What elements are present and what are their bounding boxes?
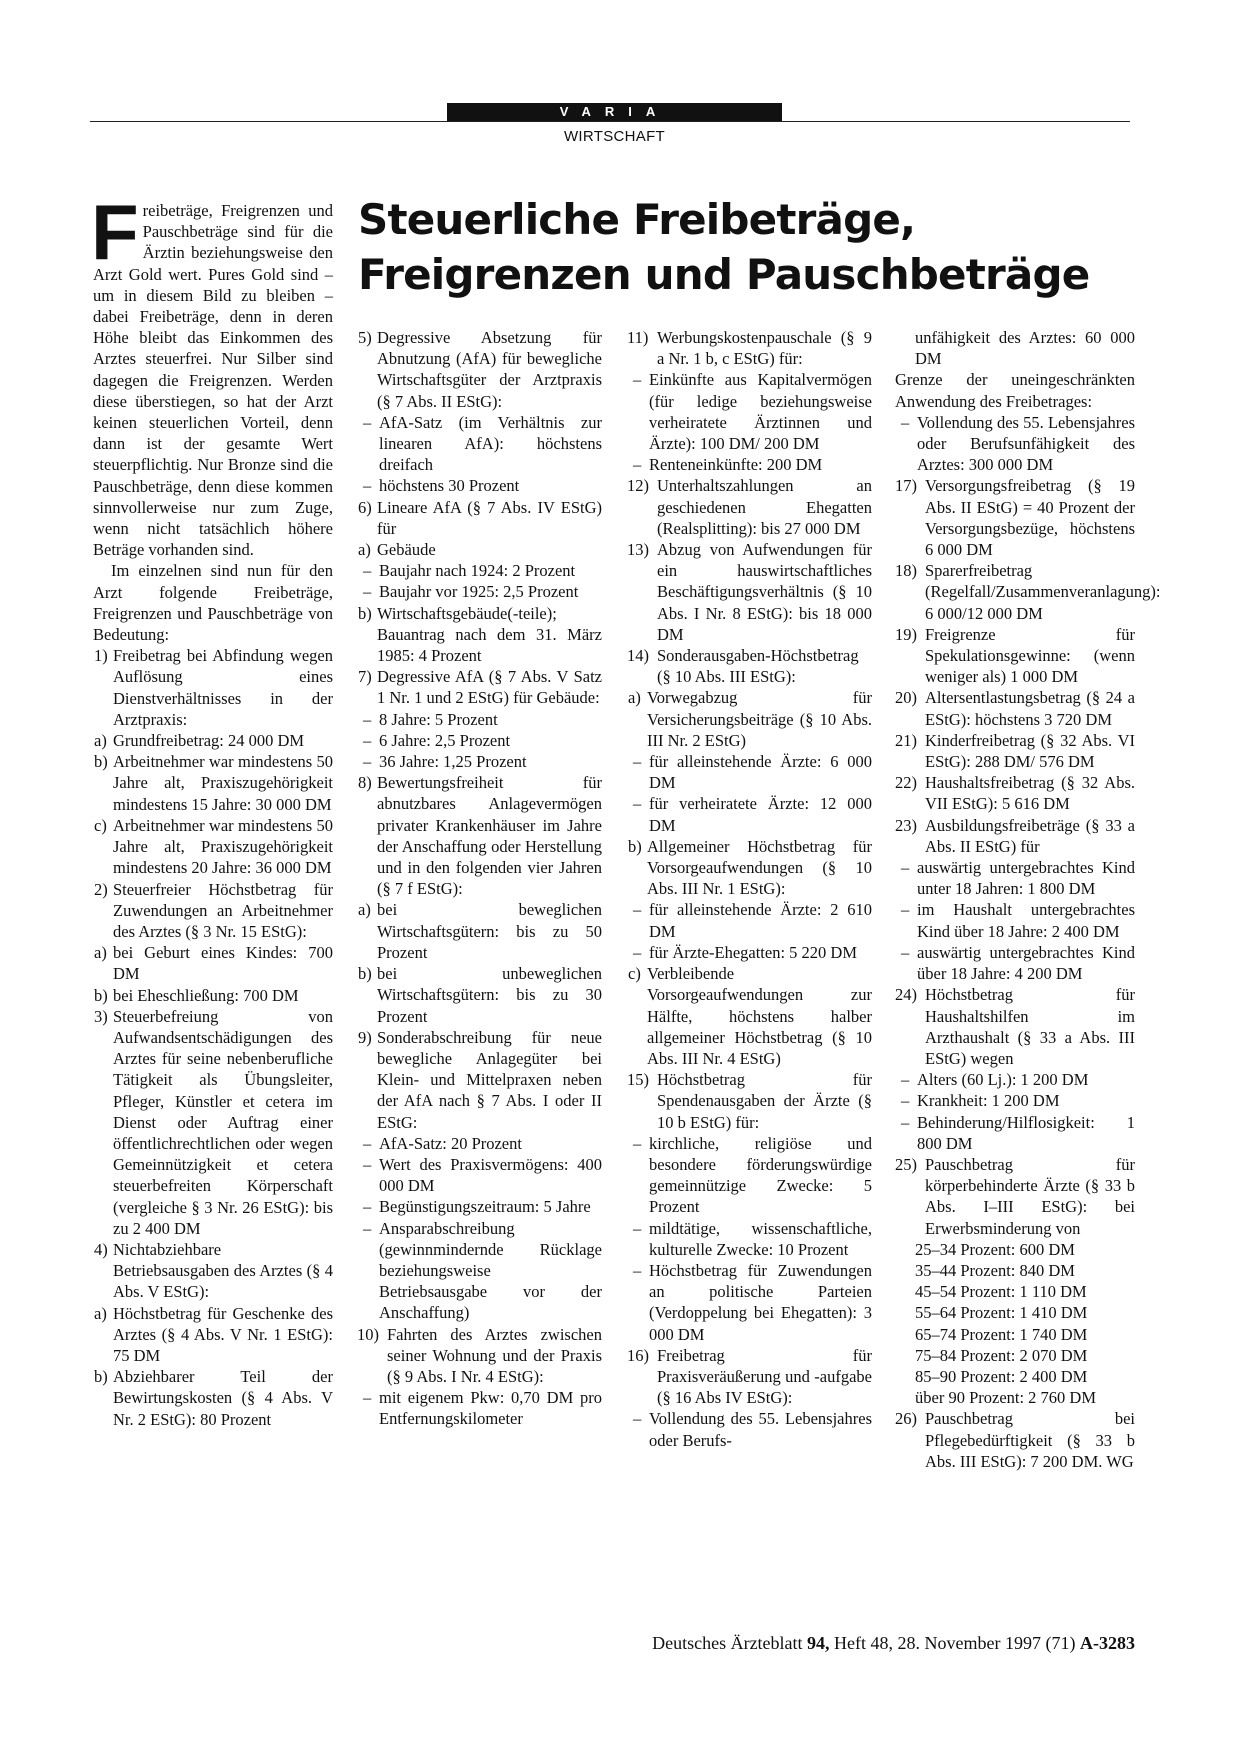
list-item-marker: – [633,455,642,475]
list-item-text: für Ärzte-Ehegatten: 5 220 DM [649,942,858,962]
list-item [895,1260,1135,1281]
list-item-text: unfähigkeit des Arztes: 60 000 DM [915,328,1135,369]
list-item-marker: a) [358,900,371,920]
list-item-text: Freigrenze für Spekulationsgewinne: (wenn weniger als) 1 000 DM [925,624,1135,687]
list-item-marker: – [363,1197,372,1217]
list-item-text: bei unbeweglichen Wirtschaftsgütern: bis zu 30 Prozent [377,964,602,1026]
list-item [895,475,1135,560]
subsection-label: WIRTSCHAFT [563,128,666,145]
list-item [895,942,1135,984]
list-item [627,1069,872,1133]
list-item-text: Lineare AfA (§ 7 Abs. IV EStG) für [377,497,602,538]
list-item [93,730,333,751]
list-item [357,1387,602,1429]
list-item [627,645,872,687]
list-item-text: für alleinstehende Ärzte: 2 610 DM [649,900,872,941]
list-item [895,1324,1135,1345]
list-item-text: bei beweglichen Wirtschaftsgütern: bis zu 50 Prozent [377,900,602,962]
list-item-text: höchstens 30 Prozent [379,476,520,496]
list-item-text: im Haushalt untergebrachtes Kind über 18 Jahre: 2 400 DM [917,900,1135,941]
list-item-marker: – [363,582,372,602]
list-item [357,1218,602,1324]
list-item-marker: – [633,370,642,390]
list-item-marker: 24) [895,985,917,1005]
list-item-text: Baujahr vor 1925: 2,5 Prozent [379,582,579,602]
list-item [895,1090,1135,1111]
list-item-marker: – [363,1218,372,1238]
list-item [627,1133,872,1218]
list-item-text: Wirtschaftsgebäude(-teile); Bauantrag nach dem 31. März 1985: 4 Prozent [377,603,602,666]
list-item-marker: 13) [627,540,649,560]
list-item [627,475,872,539]
list-item [627,539,872,645]
list-item-marker: 11) [627,328,649,347]
intro-column [91,188,333,1430]
article-title [358,192,1148,302]
list-item-marker: a) [358,540,371,560]
list-item-marker: – [633,794,642,814]
list-item-marker: – [901,858,910,878]
list-item-marker: 12) [627,476,649,496]
section-label: VARIA [447,103,782,121]
list-item [627,836,872,900]
list-item [93,645,333,730]
list-item-marker: – [901,1112,910,1132]
list-item [627,1345,872,1409]
list-item-marker: – [633,1260,642,1280]
list-item-marker: – [901,900,910,920]
page-number: A-3283 [1080,1633,1135,1653]
list-item-text: 75–84 Prozent: 2 070 DM [915,1345,1088,1365]
list-item-text: Grenze der uneingeschränkten Anwendung des Freibetrages: [895,370,1135,411]
title-line-2: Freigrenzen und Pauschbeträge [358,250,1090,299]
list-item-marker: – [363,1154,372,1174]
list-item [895,327,1135,369]
list-item [627,687,872,751]
list-item-text: Arbeitnehmer war mindestens 50 Jahre alt, Praxiszugehörigkeit mindestens 20 Jahre: 36 000 DM [113,815,333,878]
list-item-text: auswärtig untergebrachtes Kind über 18 Jahre: 4 200 DM [917,942,1135,984]
title-line-1: Steuerliche Freibeträge, [358,195,916,244]
list-item [357,1027,602,1133]
list-item [627,369,872,454]
intro-paragraph-1: reibeträge, Freigrenzen und Pauschbeträge sind für die Ärztin beziehungsweise den Arzt Gold wert. Pures Gold sind – um in diesem Bild zu bleiben – dabei Freibeträge, denn in deren Höhe bleibt das Einkommen des Arztes steuerfrei. Nur Silber sind dagegen die Freigrenzen. Werden diese überstiegen, so hat der Arzt keinen steuerlichen Vorteil, denn dann ist der gesamte Wert steuerpflichtig. Nur Bronze sind die Pauschbeträge, denn diese kommen sinnvollerweise nur zum Zuge, wenn nicht tatsächlich höhere Beträge vorhanden sind. [93,201,333,560]
list-item [895,560,1161,624]
list-item [627,899,872,941]
list-item [357,581,602,602]
list-item-marker: 1) [94,646,108,666]
list-item-marker: 9) [358,1027,372,1047]
list-item-marker: 22) [895,773,917,793]
list-item-text: 85–90 Prozent: 2 400 DM [915,1366,1088,1386]
list-item-text: Alters (60 Lj.): 1 200 DM [917,1070,1089,1090]
list-column-1 [93,645,333,1430]
list-item-marker: b) [94,752,108,772]
list-item-text: bei Eheschließung: 700 DM [113,985,299,1005]
list-item [93,942,333,984]
list-item-marker: – [901,412,910,432]
list-item-text: Verbleibende Vorsorgeaufwendungen zur Hälfte, höchstens halber allgemeiner Höchstbetrag (§ 10 Abs. III Nr. 4 EStG) [647,964,872,1068]
list-item-marker: 16) [627,1345,649,1365]
list-item [895,1366,1135,1387]
list-item-text: Degressive AfA (§ 7 Abs. V Satz 1 Nr. 1 und 2 EStG) für Gebäude: [377,667,602,708]
list-item-marker: 3) [94,1006,108,1026]
list-item [357,603,602,667]
list-item [627,751,872,793]
list-item-marker: 26) [895,1409,917,1429]
list-item-text: auswärtig untergebrachtes Kind unter 18 Jahren: 1 800 DM [917,858,1135,899]
list-item-text: Sonderabschreibung für neue bewegliche Anlagegüter bei Klein- und Mittelpraxen neben der AfA nach § 7 Abs. I oder II EStG: [377,1027,602,1132]
list-item [895,899,1135,941]
list-item [895,1387,1135,1408]
list-item-marker: 6) [358,497,372,517]
list-item-marker: b) [628,836,642,856]
list-item-marker: – [901,1070,910,1090]
list-column-2 [357,327,602,1430]
list-item [357,709,602,730]
list-item-text: Sonderausgaben-Höchstbetrag (§ 10 Abs. III EStG): [657,646,859,687]
list-item [895,1345,1135,1366]
list-item-text: über 90 Prozent: 2 760 DM [915,1388,1097,1408]
list-item [895,1069,1135,1090]
list-item-marker: – [363,1133,372,1153]
list-item [627,327,872,369]
list-item-text: mit eigenem Pkw: 0,70 DM pro Entfernungskilometer [379,1388,602,1429]
header-rule [90,121,1130,122]
list-item-text: für verheiratete Ärzte: 12 000 DM [649,794,872,835]
list-item-text: AfA-Satz (im Verhältnis zur linearen AfA): höchstens dreifach [379,412,602,475]
list-item-marker: a) [628,688,641,708]
list-item [357,327,602,412]
list-item [357,475,602,496]
list-item-marker: 2) [94,879,108,899]
list-item-marker: – [901,1091,910,1111]
list-item-text: 36 Jahre: 1,25 Prozent [379,752,527,772]
list-item-text: Pauschbetrag bei Pflegebedürftigkeit (§ 33 b Abs. III EStG): 7 200 DM. WG [925,1409,1135,1471]
list-item [93,1006,333,1239]
journal-volume: 94, [807,1633,830,1653]
list-item [895,412,1135,476]
list-item [627,454,872,475]
intro-paragraph-2: Im einzelnen sind nun für den Arzt folgende Freibeträge, Freigrenzen und Pauschbeträge von Bedeutung: [93,561,333,645]
list-item-text: Bewertungsfreiheit für abnutzbares Anlagevermögen privater Krankenhäuser im Jahre der Anschaffung oder Herstellung und in den folgenden vier Jahren (§ 7 f EStG): [377,773,602,899]
list-item-text: Freibetrag bei Abfindung wegen Auflösung eines Dienstverhältnisses in der Arztpraxis: [113,646,333,729]
list-item [627,1218,872,1260]
list-item-text: 55–64 Prozent: 1 410 DM [915,1303,1088,1323]
list-item-marker: 23) [895,815,917,835]
list-item-text: Begünstigungszeitraum: 5 Jahre [379,1197,591,1217]
list-item [895,1112,1135,1154]
list-item-text: 6 Jahre: 2,5 Prozent [379,730,511,750]
list-item-text: kirchliche, religiöse und besondere förderungswürdige gemeinnützige Zwecke: 5 Prozent [649,1133,872,1217]
list-item [895,984,1135,1069]
list-item-marker: – [633,1218,642,1238]
list-item-text: 8 Jahre: 5 Prozent [379,709,498,729]
list-item [895,687,1135,729]
list-item-text: Abzug von Aufwendungen für ein hauswirtschaftliches Beschäftigungsverhältnis (§ 10 Abs. I Nr. 8 EStG): bis 18 000 DM [657,540,872,644]
drop-cap: F [91,188,139,276]
list-item-text: Sparerfreibetrag (Regelfall/Zusammenveranlagung): 6 000/12 000 DM [925,561,1161,623]
list-column-4 [895,327,1161,1472]
list-item-text: 35–44 Prozent: 840 DM [915,1260,1075,1280]
list-item-marker: 17) [895,476,917,496]
list-item [93,1366,333,1430]
list-item-marker: 8) [358,773,372,793]
list-item-marker: b) [94,985,108,1005]
list-item [627,793,872,835]
list-item [627,1408,872,1450]
list-item-text: Wert des Praxisvermögens: 400 000 DM [379,1154,602,1196]
list-item-text: 45–54 Prozent: 1 110 DM [915,1282,1087,1302]
list-item-marker: – [363,561,372,581]
list-item [357,412,602,476]
list-item [357,497,602,539]
list-item-text: 65–74 Prozent: 1 740 DM [915,1324,1088,1344]
list-item-marker: – [901,942,910,962]
list-item [93,1239,333,1303]
list-item-marker: 15) [627,1070,649,1090]
list-item-text: für alleinstehende Ärzte: 6 000 DM [649,752,872,793]
list-item-text: Behinderung/Hilflosigkeit: 1 800 DM [917,1112,1135,1153]
list-item [895,1408,1135,1472]
list-item-marker: – [363,709,372,729]
list-item [357,1324,602,1388]
list-item-marker: 14) [627,646,649,666]
list-item-text: bei Geburt eines Kindes: 700 DM [113,943,333,984]
list-item-text: Vollendung des 55. Lebensjahres oder Berufsunfähigkeit des Arztes: 300 000 DM [917,412,1135,475]
list-item [93,815,333,879]
list-item [357,1154,602,1196]
list-item [357,899,602,963]
issue-info: Heft 48, 28. November 1997 (71) [834,1633,1076,1653]
list-item-marker: – [363,730,372,750]
list-item-text: Abziehbarer Teil der Bewirtungskosten (§ 4 Abs. V Nr. 2 EStG): 80 Prozent [113,1367,333,1429]
list-item-text: Steuerbefreiung von Aufwandsentschädigungen des Arztes für seine nebenberufliche Tätigkeit als Übungsleiter, Pfleger, Künstler et cetera im Dienst oder Auftrag einer öffentlichrechtlichen oder wegen Gemeinnützigkeit et cetera steuerbefreiten Körperschaft (vergleiche § 3 Nr. 26 EStG): bis zu 2 400 DM [113,1006,333,1238]
list-item-text: Renteneinkünfte: 200 DM [649,455,823,475]
list-item-text: Höchstbetrag für Spendenausgaben der Ärzte (§ 10 b EStG) für: [657,1070,872,1132]
list-item-text: Nichtabziehbare Betriebsausgaben des Arztes (§ 4 Abs. V EStG): [113,1239,333,1302]
list-item-marker: 18) [895,561,917,581]
journal-name: Deutsches Ärzteblatt [652,1633,803,1653]
list-item-text: Pauschbetrag für körperbehinderte Ärzte (§ 33 b Abs. I–III EStG): bei Erwerbsminderung von [925,1154,1135,1238]
list-item-text: Allgemeiner Höchstbetrag für Vorsorgeaufwendungen (§ 10 Abs. III Nr. 1 EStG): [647,836,872,899]
list-item-text: Baujahr nach 1924: 2 Prozent [379,561,576,581]
list-item-text: Gebäude [377,540,436,560]
list-item-marker: 7) [358,667,372,687]
list-item [357,1196,602,1217]
list-item [895,1302,1135,1323]
list-item-text: Fahrten des Arztes zwischen seiner Wohnung und der Praxis (§ 9 Abs. I Nr. 4 EStG): [387,1324,602,1386]
list-item [357,772,602,899]
list-item-marker: b) [358,964,372,984]
list-item-text: Ansparabschreibung (gewinnmindernde Rücklage beziehungsweise Betriebsausgabe vor der Anschaffung) [379,1218,602,1323]
list-item-text: Ausbildungsfreibeträge (§ 33 a Abs. II EStG) für [925,815,1135,856]
list-item-text: Grundfreibetrag: 24 000 DM [113,731,305,751]
list-item [895,624,1135,688]
list-item-marker: 25) [895,1154,917,1174]
list-item-text: Haushaltsfreibetrag (§ 32 Abs. VII EStG): 5 616 DM [925,773,1135,814]
list-item-marker: a) [94,1303,107,1323]
list-item-text: Höchstbetrag für Geschenke des Arztes (§ 4 Abs. V Nr. 1 EStG): 75 DM [113,1303,333,1365]
list-item [627,963,872,1069]
list-item [895,772,1135,814]
list-item-text: Steuerfreier Höchstbetrag für Zuwendungen an Arbeitnehmer des Arztes (§ 3 Nr. 15 EStG): [113,879,333,941]
list-item-text: Höchstbetrag für Haushaltshilfen im Arzthaushalt (§ 33 a Abs. III EStG) wegen [925,985,1135,1068]
list-item [93,879,333,943]
list-item-marker: – [633,1133,642,1153]
list-item-text: 25–34 Prozent: 600 DM [915,1239,1075,1259]
list-item [357,539,602,560]
list-item-text: Unterhaltszahlungen an geschiedenen Ehegatten (Realsplitting): bis 27 000 DM [657,476,872,538]
list-item-marker: b) [358,603,372,623]
list-item-marker: 5) [358,328,372,347]
list-item [93,1303,333,1367]
list-item [357,963,602,1027]
list-item [895,730,1135,772]
list-item [895,815,1135,857]
list-item-marker: 21) [895,730,917,750]
list-item [895,369,1135,411]
list-item-marker: a) [94,731,107,751]
list-item [895,1154,1135,1239]
list-item [357,730,602,751]
list-item-marker: c) [628,964,641,984]
list-item-marker: – [363,476,372,496]
list-item [357,560,602,581]
list-item-marker: – [363,752,372,772]
list-item [627,1260,872,1345]
page-footer [560,1633,1135,1654]
list-column-3 [627,327,872,1451]
list-item [93,751,333,815]
list-item-marker: – [633,752,642,772]
list-item-marker: c) [94,815,107,835]
list-item [93,985,333,1006]
list-item-text: Vollendung des 55. Lebensjahres oder Berufs- [649,1409,872,1450]
list-item-text: Altersentlastungsbetrag (§ 24 a EStG): höchstens 3 720 DM [925,688,1135,729]
list-item-text: AfA-Satz: 20 Prozent [379,1133,522,1153]
list-item [895,1281,1135,1302]
list-item [357,751,602,772]
list-item [357,1133,602,1154]
list-item-marker: a) [94,943,107,963]
list-item-marker: – [633,1409,642,1429]
list-item-text: mildtätige, wissenschaftliche, kulturelle Zwecke: 10 Prozent [649,1218,872,1259]
list-item-text: Vorwegabzug für Versicherungsbeiträge (§ 10 Abs. III Nr. 2 EStG) [647,688,872,750]
list-item-marker: 10) [357,1324,379,1344]
list-item-marker: – [363,1388,372,1408]
list-item-text: Degressive Absetzung für Abnutzung (AfA) für bewegliche Wirtschaftsgüter der Arztpraxis (§ 7 Abs. II EStG): [377,328,602,411]
list-item [357,666,602,708]
list-item-text: Arbeitnehmer war mindestens 50 Jahre alt, Praxiszugehörigkeit mindestens 15 Jahre: 30 000 DM [113,752,333,814]
list-item-marker: 20) [895,688,917,708]
list-item-text: Versorgungsfreibetrag (§ 19 Abs. II EStG) = 40 Prozent der Versorgungsbezüge, höchstens 6 000 DM [925,476,1135,560]
list-item-text: Kinderfreibetrag (§ 32 Abs. VI EStG): 288 DM/ 576 DM [925,730,1135,772]
list-item-text: Werbungskostenpauschale (§ 9 a Nr. 1 b, c EStG) für: [657,328,872,369]
list-item-text: Höchstbetrag für Zuwendungen an politische Parteien (Verdoppelung bei Ehegatten): 3 000 DM [649,1260,872,1344]
list-item-text: Freibetrag für Praxisveräußerung und -aufgabe (§ 16 Abs IV EStG): [657,1345,872,1408]
list-item-marker: – [363,412,372,432]
list-item-marker: – [633,900,642,920]
list-item-text: Einkünfte aus Kapitalvermögen (für ledige beziehungsweise verheiratete Ärztinnen und Ärzte): 100 DM/ 200 DM [649,370,872,454]
list-item [627,942,872,963]
list-item-marker: b) [94,1367,108,1387]
list-item [895,857,1135,899]
list-item [895,1239,1135,1260]
list-item-marker: 19) [895,624,917,644]
list-item-marker: 4) [94,1239,108,1259]
list-item-text: Krankheit: 1 200 DM [917,1091,1060,1111]
list-item-marker: – [633,942,642,962]
